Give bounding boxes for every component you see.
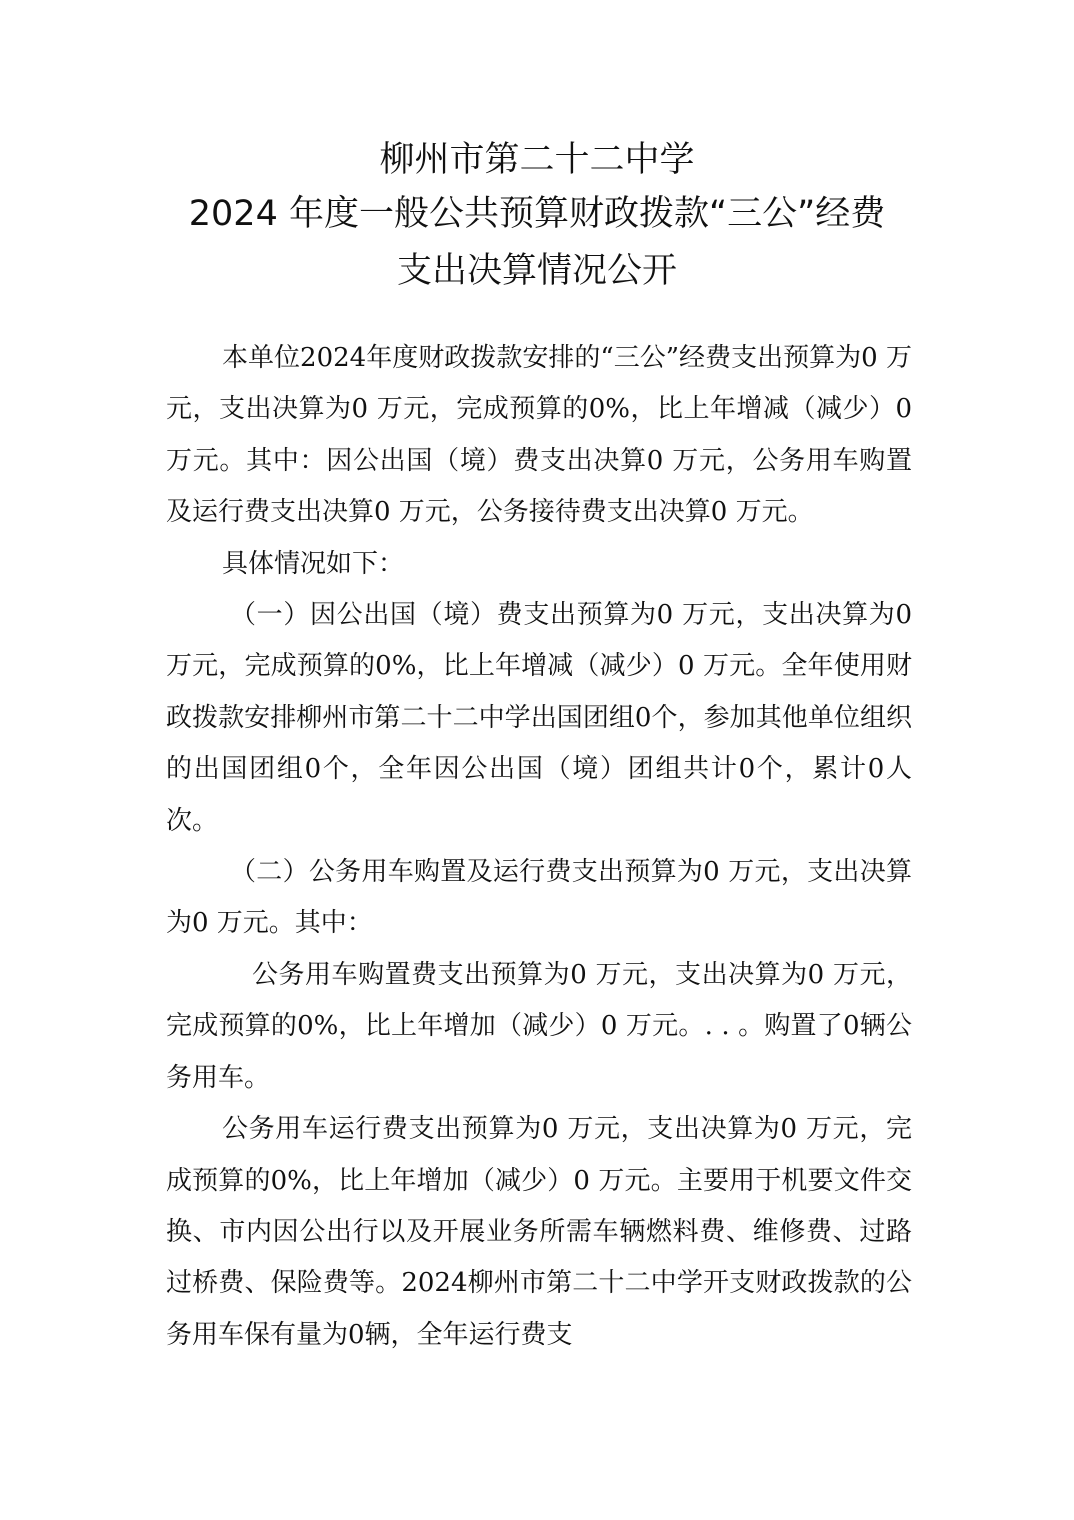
document-title-line-1: 柳州市第二十二中学 — [379, 140, 695, 180]
paragraph-vehicle-total: （二）公务用车购置及运行费支出预算为0 万元，支出决算为0 万元。其中： — [166, 857, 912, 939]
paragraph-overseas-travel: （一）因公出国（境）费支出预算为0 万元，支出决算为0 万元，完成预算的0%，比上年增减（减少）0 万元。全年使用财政拨款安排柳州市第二十二中学出国团组0个，参加其他单位组织的出国团组0个，全年因公出国（境）团组共计0个，累计0人次。 — [166, 600, 912, 836]
document-body — [166, 333, 912, 1361]
paragraph-summary: 本单位2024年度财政拨款安排的“三公”经费支出预算为0 万元，支出决算为0 万元，完成预算的0%，比上年增减（减少）0 万元。其中：因公出国（境）费支出决算0 万元，公务用车购置及运行费支出决算0 万元，公务接待费支出决算0 万元。 — [166, 343, 912, 528]
paragraph-vehicle-purchase: 公务用车购置费支出预算为0 万元，支出决算为0 万元，完成预算的0%，比上年增加（减少）0 万元。. . 。购置了0辆公务用车。 — [166, 959, 912, 1093]
paragraph-vehicle-operation: 公务用车运行费支出预算为0 万元，支出决算为0 万元，完成预算的0%，比上年增加（减少）0 万元。主要用于机要文件交换、市内因公出行以及开展业务所需车辆燃料费、维修费、过路过桥费、保险费等。2024柳州市第二十二中学开支财政拨款的公务用车保有量为0辆，全年运行费支 — [166, 1114, 912, 1350]
document-title-line-2: 2024 年度一般公共预算财政拨款“三公”经费 — [188, 194, 886, 234]
paragraph-details-intro: 具体情况如下： — [222, 548, 405, 579]
document-title-line-3: 支出决算情况公开 — [396, 251, 677, 291]
